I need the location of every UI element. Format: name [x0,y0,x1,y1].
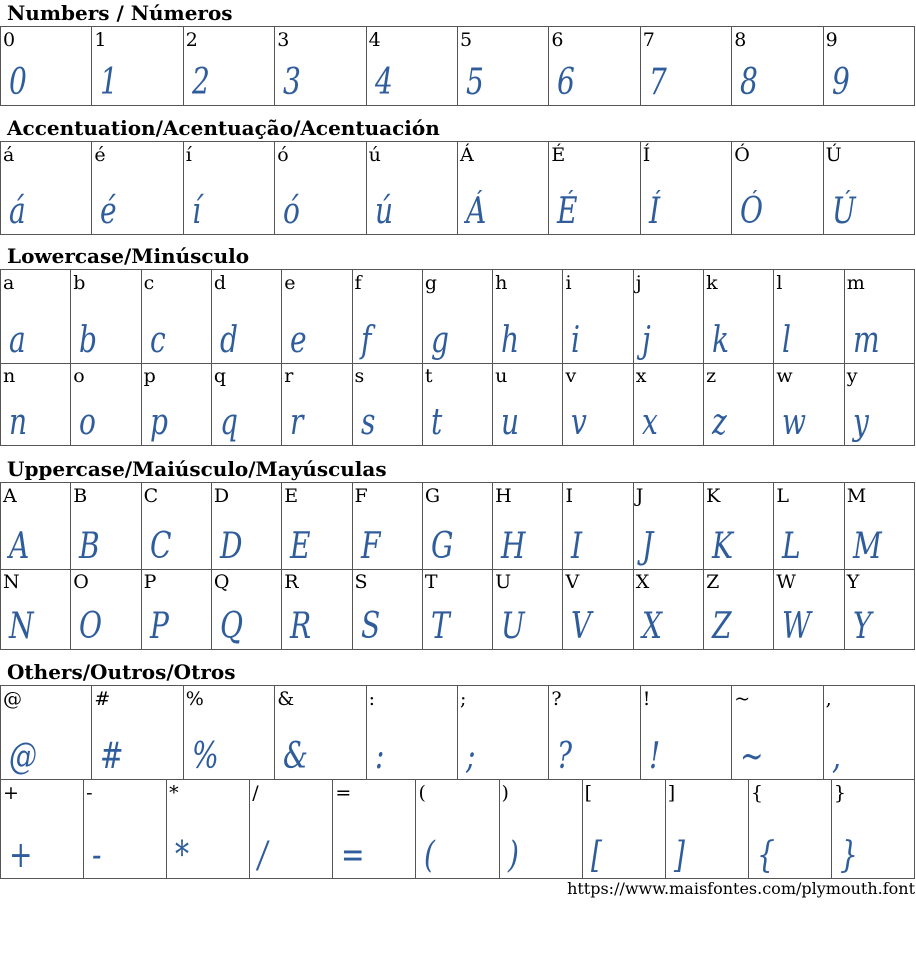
glyph-cell [416,780,499,879]
character-label: 6 [551,29,564,51]
font-glyph-sample: I [571,526,583,567]
glyph-cell [1,270,71,364]
glyph-cell [212,483,282,570]
font-glyph-sample: u [501,402,520,443]
glyph-cell [275,142,366,235]
character-label: 2 [185,29,198,51]
section-title-uppercase: Uppercase/Maiúsculo/Mayúsculas [7,457,387,481]
font-glyph-sample: 4 [374,62,393,103]
font-glyph-sample: m [852,320,880,361]
font-glyph-sample: 0 [9,62,27,103]
character-label: 3 [277,29,290,51]
uppercase-grid-row-2 [0,569,915,650]
character-label: 1 [94,29,107,51]
glyph-cell [1,142,92,235]
character-label: p [143,365,156,387]
font-glyph-sample: 7 [648,62,667,103]
font-glyph-sample: ( [424,835,436,876]
glyph-cell [1,780,84,879]
character-label: L [776,485,789,507]
character-label: ( [418,782,426,804]
character-label: y [846,365,858,387]
font-glyph-sample: + [9,835,33,876]
glyph-cell [824,27,915,106]
font-glyph-sample: ~ [740,736,764,777]
font-glyph-sample: , [831,736,841,777]
font-glyph-sample: H [501,526,526,567]
glyph-cell [634,569,704,650]
glyph-cell [92,27,183,106]
glyph-cell [563,483,633,570]
font-glyph-sample: á [9,191,26,232]
character-label: Ú [825,144,842,166]
character-label: k [706,272,718,294]
character-label: & [277,688,295,710]
character-label: l [776,272,783,294]
character-label: i [565,272,572,294]
font-glyph-sample: p [149,402,168,443]
font-glyph-sample: R [290,606,312,647]
glyph-cell [845,363,915,446]
font-glyph-sample: W [782,606,812,647]
font-glyph-sample: B [79,526,100,567]
font-glyph-sample: U [501,606,525,647]
glyph-cell [493,270,563,364]
character-label: ) [501,782,509,804]
glyph-cell [167,780,250,879]
glyph-cell [353,363,423,446]
glyph-cell [549,27,640,106]
character-label: % [185,688,204,710]
glyph-cell [824,142,915,235]
font-glyph-sample: Ó [740,191,764,232]
font-glyph-sample: t [430,402,443,443]
glyph-cell [749,780,832,879]
character-label: 8 [734,29,747,51]
character-label: [ [584,782,593,804]
glyph-cell [1,483,71,570]
others-grid-row-1 [0,685,915,780]
glyph-cell [1,363,71,446]
glyph-cell [367,686,458,780]
character-label: Z [706,571,720,593]
font-glyph-sample: i [571,320,581,361]
font-glyph-sample: g [430,320,449,361]
font-glyph-sample: 5 [466,62,484,103]
glyph-cell [641,27,732,106]
section-title-lowercase: Lowercase/Minúsculo [7,244,250,268]
font-glyph-sample: 2 [191,62,210,103]
lowercase-grid-row-2 [0,363,915,446]
font-glyph-sample: í [191,191,201,232]
font-glyph-sample: F [360,526,381,567]
glyph-cell [493,483,563,570]
character-label: # [94,688,111,710]
character-label: 7 [642,29,655,51]
character-label: M [846,485,867,507]
character-label: q [213,365,227,387]
section-title-accentuation: Accentuation/Acentuação/Acentuación [7,116,440,140]
character-label: c [143,272,155,294]
glyph-cell [634,270,704,364]
font-glyph-sample: k [712,320,730,361]
font-glyph-sample: G [430,526,454,567]
font-glyph-sample: l [782,320,792,361]
character-label: ú [368,144,381,166]
character-label: { [750,782,763,804]
font-glyph-sample: E [290,526,311,567]
font-glyph-sample: - [92,835,102,876]
font-glyph-sample: K [712,526,734,567]
font-glyph-sample: s [360,402,375,443]
font-glyph-sample: J [641,526,654,567]
glyph-cell [634,483,704,570]
font-glyph-sample: Z [712,606,732,647]
font-glyph-sample: # [100,736,124,777]
font-glyph-sample: z [712,402,727,443]
glyph-cell [845,483,915,570]
glyph-cell [634,363,704,446]
character-label: W [776,571,796,593]
glyph-cell [774,483,844,570]
glyph-cell [563,270,633,364]
character-label: t [424,365,433,387]
character-label: m [846,272,865,294]
font-glyph-sample: ! [648,736,661,777]
glyph-cell [71,569,141,650]
character-label: Í [642,144,651,166]
glyph-cell [845,270,915,364]
character-label: U [495,571,512,593]
font-glyph-sample: ] [673,835,685,876]
character-label: F [354,485,368,507]
glyph-cell [212,363,282,446]
font-glyph-sample: % [191,736,219,777]
glyph-cell [774,569,844,650]
character-label: a [3,272,15,294]
font-glyph-sample: v [571,402,588,443]
font-glyph-sample: ? [557,736,573,777]
glyph-cell [458,142,549,235]
font-glyph-sample: h [501,320,520,361]
font-glyph-sample: : [374,736,385,777]
section-title-others: Others/Outros/Otros [7,660,236,684]
glyph-cell [367,27,458,106]
character-label: - [86,782,93,804]
glyph-cell [71,270,141,364]
font-glyph-sample: & [283,736,309,777]
font-glyph-sample: b [79,320,98,361]
glyph-cell [824,686,915,780]
character-label: 9 [825,29,838,51]
character-label: s [354,365,365,387]
character-label: g [424,272,438,294]
font-glyph-sample: C [149,526,172,567]
character-label: : [368,688,375,710]
font-glyph-sample: q [219,402,238,443]
character-label: @ [3,688,22,710]
glyph-cell [212,569,282,650]
glyph-cell [704,270,774,364]
numbers-grid [0,26,915,106]
font-glyph-sample: T [430,606,450,647]
character-label: / [252,782,259,804]
font-glyph-sample: ) [507,835,519,876]
glyph-cell [732,27,823,106]
glyph-cell [1,27,92,106]
font-glyph-sample: d [219,320,238,361]
font-glyph-sample: ó [283,191,301,232]
glyph-cell [275,686,366,780]
font-glyph-sample: 6 [557,62,576,103]
glyph-cell [704,483,774,570]
character-label: Á [460,144,474,166]
character-label: D [213,485,230,507]
character-label: E [284,485,299,507]
character-label: d [213,272,227,294]
font-glyph-sample: = [341,835,365,876]
glyph-cell [732,686,823,780]
font-glyph-sample: é [100,191,118,232]
glyph-cell [282,483,352,570]
glyph-cell [250,780,333,879]
uppercase-grid-row-1 [0,482,915,570]
font-glyph-sample: Y [852,606,872,647]
font-glyph-sample: [ [590,835,602,876]
character-label: 0 [3,29,16,51]
glyph-cell [563,569,633,650]
character-label: * [169,782,179,804]
character-label: É [551,144,566,166]
glyph-cell [353,569,423,650]
glyph-cell [832,780,915,879]
glyph-cell [275,27,366,106]
font-glyph-sample: c [149,320,166,361]
font-glyph-sample: x [641,402,658,443]
glyph-cell [367,142,458,235]
character-label: C [143,485,159,507]
glyph-cell [282,363,352,446]
glyph-cell [493,569,563,650]
others-grid-row-2 [0,779,915,879]
character-label: h [495,272,508,294]
glyph-cell [184,686,275,780]
font-glyph-sample: N [9,606,34,647]
glyph-cell [774,363,844,446]
font-glyph-sample: Á [466,191,487,232]
glyph-cell [353,483,423,570]
glyph-cell [353,270,423,364]
character-label: R [284,571,299,593]
glyph-cell [71,363,141,446]
character-label: j [635,272,642,294]
font-glyph-sample: / [258,835,268,876]
character-label: A [3,485,17,507]
character-label: r [284,365,294,387]
character-label: 5 [460,29,473,51]
font-glyph-sample: 1 [100,62,119,103]
font-glyph-sample: o [79,402,97,443]
character-label: + [3,782,19,804]
glyph-cell [184,27,275,106]
character-label: X [635,571,650,593]
character-label: S [354,571,368,593]
font-glyph-sample: y [852,402,869,443]
character-label: ! [642,688,651,710]
font-glyph-sample: Q [219,606,243,647]
glyph-cell [774,270,844,364]
glyph-cell [1,569,71,650]
character-label: T [424,571,438,593]
font-glyph-sample: Í [648,191,660,232]
glyph-cell [732,142,823,235]
font-glyph-sample: Ú [831,191,856,232]
font-glyph-sample: r [290,402,304,443]
glyph-cell [282,569,352,650]
character-label: O [73,571,89,593]
character-label: Q [213,571,230,593]
character-label: á [3,144,15,166]
character-label: K [706,485,721,507]
character-label: e [284,272,296,294]
character-label: ~ [734,688,751,710]
font-glyph-sample: w [782,402,807,443]
font-glyph-sample: j [641,320,651,361]
glyph-cell [666,780,749,879]
character-label: f [354,272,362,294]
font-glyph-sample: n [9,402,28,443]
accentuation-grid [0,141,915,235]
glyph-cell [184,142,275,235]
font-glyph-sample: ; [466,736,476,777]
glyph-cell [500,780,583,879]
font-glyph-sample: L [782,526,802,567]
glyph-cell [704,363,774,446]
character-label: = [335,782,352,804]
glyph-cell [212,270,282,364]
glyph-cell [142,569,212,650]
font-glyph-sample: } [839,835,858,876]
glyph-cell [92,142,183,235]
glyph-cell [493,363,563,446]
font-glyph-sample: { [756,835,775,876]
glyph-cell [142,363,212,446]
font-glyph-sample: M [852,526,882,567]
font-glyph-sample: 3 [283,62,302,103]
font-glyph-sample: e [290,320,307,361]
font-glyph-sample: a [9,320,26,361]
lowercase-grid-row-1 [0,269,915,364]
character-label: V [565,571,580,593]
character-label: ? [551,688,562,710]
character-label: z [706,365,717,387]
character-label: B [73,485,88,507]
character-label: I [565,485,573,507]
font-glyph-sample: O [79,606,103,647]
character-label: v [565,365,577,387]
character-label: N [3,571,20,593]
character-label: Ó [734,144,750,166]
font-glyph-sample: f [360,320,371,361]
glyph-cell [92,686,183,780]
glyph-cell [549,142,640,235]
glyph-cell [458,686,549,780]
glyph-cell [458,27,549,106]
font-glyph-sample: @ [9,736,38,777]
character-label: ó [277,144,289,166]
font-glyph-sample: X [641,606,662,647]
character-label: í [185,144,192,166]
glyph-cell [142,270,212,364]
source-url: https://www.maisfontes.com/plymouth.font [567,879,915,898]
glyph-cell [84,780,167,879]
glyph-cell [423,483,493,570]
glyph-cell [641,686,732,780]
character-label: b [73,272,86,294]
character-label: x [635,365,647,387]
glyph-cell [583,780,666,879]
glyph-cell [704,569,774,650]
glyph-cell [71,483,141,570]
font-glyph-sample: D [219,526,243,567]
character-label: } [833,782,846,804]
glyph-cell [423,270,493,364]
character-label: ] [667,782,676,804]
glyph-cell [423,363,493,446]
glyph-cell [333,780,416,879]
glyph-cell [563,363,633,446]
glyph-cell [423,569,493,650]
character-label: é [94,144,106,166]
glyph-cell [549,686,640,780]
glyph-cell [845,569,915,650]
glyph-cell [1,686,92,780]
character-label: o [73,365,85,387]
font-glyph-sample: ú [374,191,393,232]
font-glyph-sample: A [9,526,30,567]
font-glyph-sample: É [557,191,578,232]
font-glyph-sample: 9 [831,62,850,103]
font-glyph-sample: P [149,606,169,647]
character-label: 4 [368,29,381,51]
character-label: u [495,365,508,387]
font-glyph-sample: V [571,606,592,647]
section-title-numbers: Numbers / Números [7,1,233,25]
character-label: n [3,365,16,387]
character-label: J [635,485,644,507]
font-glyph-sample: * [175,835,190,876]
character-label: P [143,571,157,593]
glyph-cell [282,270,352,364]
character-label: H [495,485,512,507]
character-label: ; [460,688,467,710]
font-glyph-sample: S [360,606,380,647]
character-label: , [825,688,832,710]
character-label: Y [846,571,860,593]
glyph-cell [641,142,732,235]
font-glyph-sample: 8 [740,62,759,103]
character-label: w [776,365,793,387]
glyph-cell [142,483,212,570]
character-label: G [424,485,441,507]
